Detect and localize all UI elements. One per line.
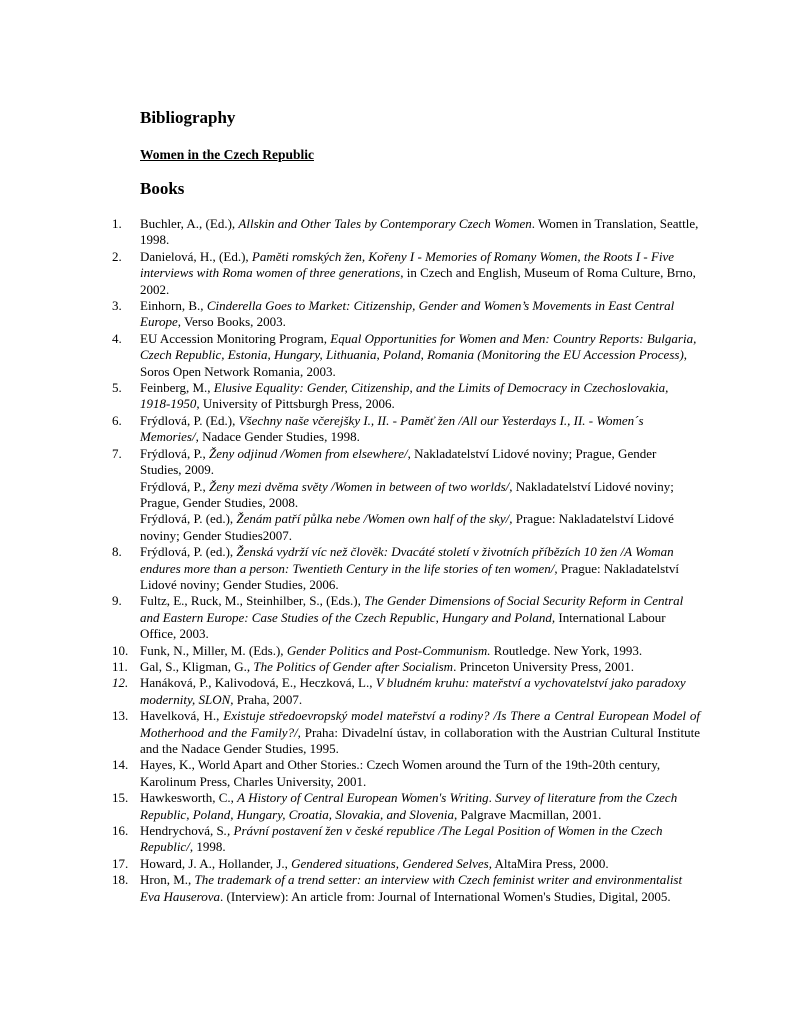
entry-plain-text: Prague: Nakladatelství Lidové noviny; Gender Studies2007. <box>140 511 674 543</box>
entry-title-text: Všechny naše včerejšky I., II. - Paměť žen /All our Yesterdays I., II. - Women´s Memories/, <box>140 412 644 445</box>
entry-plain-text: . Women in Translation, Seattle, 1998. <box>140 216 699 248</box>
entry-number: 18. <box>112 872 129 888</box>
bibliography-entry <box>112 216 700 249</box>
bibliography-entry <box>112 823 700 856</box>
entry-plain-text: . <box>488 790 496 806</box>
entry-plain-text: AltaMira Press, 2000. <box>491 855 609 871</box>
entry-number: 5. <box>112 380 122 396</box>
entry-text <box>140 216 700 249</box>
entry-title-text: Survey of literature from the Czech Republic, Poland, Hungary, Croatia, Slovakia, and Slovenia <box>140 790 678 822</box>
entry-plain-text: Hawkesworth, C., <box>140 790 238 806</box>
entry-text <box>140 856 700 872</box>
entry-plain-text: University of Pittsburgh Press, 2006. <box>199 396 395 412</box>
bibliography-entry <box>112 708 700 757</box>
entry-title-text: Gender Politics and Post-Communism. <box>286 642 491 658</box>
entry-number: 14. <box>112 757 129 773</box>
entry-plain-text: Frýdlová, P. (ed.), <box>140 511 237 527</box>
entry-text <box>140 757 700 790</box>
entry-plain-text: EU Accession Monitoring Program, <box>140 330 331 346</box>
entry-plain-text: Howard, J. A., Hollander, J., <box>140 855 292 871</box>
bibliography-entry <box>112 675 700 708</box>
entry-title-text: V bludném kruhu: mateřství a vychovatelství jako paradoxy modernity, SLON, <box>140 675 686 707</box>
bibliography-entry <box>112 298 700 331</box>
entry-text <box>140 298 700 331</box>
bibliography-entry <box>112 248 700 298</box>
entry-plain-text: International Labour Office, 2003. <box>140 609 666 642</box>
bibliography-entry <box>112 593 700 642</box>
bibliography-list <box>112 216 700 905</box>
entry-plain-text: . (Interview): An article from: Journal of International Women's Studies, Digital, 2005. <box>220 888 671 904</box>
entry-plain-text: Routledge. New York, 1993. <box>490 642 643 658</box>
bibliography-entry <box>112 330 700 380</box>
entry-plain-text: Frýdlová, P. (Ed.), <box>140 412 239 428</box>
entry-title-text: Allskin and Other Tales by Contemporary Czech Women <box>238 216 532 231</box>
entry-plain-text: , Nakladatelství Lidové noviny; Prague, Gender Studies, 2009. <box>140 445 657 478</box>
bibliography-entry <box>112 380 700 413</box>
entry-plain-text: . Princeton University Press, 2001. <box>453 658 634 674</box>
entry-number: 13. <box>112 708 129 724</box>
bibliography-entry <box>112 658 700 675</box>
entry-title-text: The Politics of Gender after Socialism <box>253 658 454 674</box>
bibliography-entry <box>112 445 700 544</box>
entry-title-text: ., Právní postavení žen v české republice /The Legal Position of Women in the Czech Republic/ <box>140 823 663 855</box>
bibliography-entry <box>112 790 700 823</box>
entry-title-text: Elusive Equality: Gender, Citizenship, and the Limits of Democracy in Czechoslovakia, 1918-1950, <box>140 380 669 412</box>
entry-plain-text: Prague: Nakladatelství Lidové noviny; Gender Studies, 2006. <box>140 560 679 592</box>
entry-text <box>140 544 700 593</box>
entry-title-text: The trademark of a trend setter: an interview with Czech feminist writer and environmentalist Eva Hauserova <box>140 872 683 904</box>
entry-title-text: Ženám patří půlka nebe /Women own half of the sky/, <box>236 511 513 527</box>
entry-number: 17. <box>112 855 129 871</box>
entry-text <box>140 380 700 413</box>
entry-plain-text: Buchler, A., (Ed.), <box>140 216 239 231</box>
entry-plain-text: , 1998. <box>189 839 226 855</box>
entry-plain-text: , in Czech and English, Museum of Roma Culture, Brno, 2002. <box>140 265 696 297</box>
entry-title-text: Ženy mezi dvěma světy /Women in between of two worlds/ <box>208 478 510 494</box>
bibliography-entry <box>112 872 700 905</box>
entry-text <box>140 446 700 479</box>
entry-text <box>140 675 700 708</box>
entry-plain-text: Hanáková, P., Kalivodová, E., Heczková, L., <box>140 675 376 691</box>
entry-title-text: The Gender Dimensions of Social Security Reform in Central and Eastern Europe: Case Studies of the Czech Republic, Hungary and Poland, <box>140 593 684 625</box>
entry-plain-text: Gal, S., Kligman, G., <box>140 658 254 674</box>
bibliography-entry <box>112 642 700 659</box>
bibliography-entry <box>112 757 700 790</box>
entry-text <box>140 413 700 446</box>
document-title: Bibliography <box>140 108 236 127</box>
entry-number: 3. <box>112 298 122 314</box>
entry-number: 16. <box>112 823 129 839</box>
entry-plain-text: Funk, N., Miller, M. (Eds.), <box>140 642 287 658</box>
entry-number: 12. <box>112 675 129 691</box>
entry-plain-text: , Nakladatelství Lidové noviny; Prague, Gender Studies, 2008. <box>140 478 674 510</box>
entry-title-text: A History of Central European Women's Writing <box>237 790 489 806</box>
entry-text <box>140 708 700 757</box>
entry-text <box>140 643 700 659</box>
entry-title-text: Paměti romských žen, Kořeny I - Memories of Romany Women, the Roots I - Five interviews with Roma women of three generations <box>140 248 675 281</box>
entry-plain-text: Danielová, H., (Ed.), <box>140 248 252 264</box>
entry-plain-text: Frýdlová, P., <box>140 478 209 494</box>
entry-text <box>140 790 700 823</box>
entry-title-text: Existuje středoevropský model mateřství a rodiny? /Is There a Central European Model of Motherhood and the Family?/, <box>140 708 700 740</box>
section-heading: Books <box>140 179 185 198</box>
entry-number: 4. <box>112 330 122 346</box>
section-subtitle: Women in the Czech Republic <box>140 147 314 162</box>
entry-plain-text: Einhorn, B., <box>140 298 207 314</box>
entry-number: 8. <box>112 544 122 560</box>
entry-title-text: Cinderella Goes to Market: Citizenship, Gender and Women’s Movements in East Central Europe <box>140 298 675 330</box>
entry-text <box>140 593 700 642</box>
entry-title-text: Equal Opportunities for Women and Men: Country Reports: Bulgaria, Czech Republic, Estonia, Hungary, Lithuania, Poland, Romania (Monitoring the EU Accession Process) <box>140 330 697 363</box>
entry-text <box>140 823 700 856</box>
entry-plain-text: , Soros Open Network Romania, 2003. <box>140 347 688 379</box>
entry-text <box>140 511 700 544</box>
entry-plain-text: , Verso Books, 2003. <box>177 314 286 330</box>
bibliography-entry <box>112 544 700 593</box>
bibliography-entry <box>112 855 700 872</box>
entry-title-text: Ženská vydrží víc než člověk: Dvacáté století v životních příbězích 10 žen /A Woman endures more than a person: Twentieth Century in the life stories of ten women/, <box>140 544 674 576</box>
entry-text <box>140 872 700 905</box>
entry-text <box>140 331 700 380</box>
entry-number: 6. <box>112 412 122 428</box>
entry-number: 9. <box>112 593 122 609</box>
entry-number: 15. <box>112 790 129 806</box>
entry-plain-text: Feinberg, M., <box>140 380 214 396</box>
entry-text <box>140 479 700 512</box>
entry-number: 7. <box>112 445 122 461</box>
entry-plain-text: Praha, 2007. <box>233 691 303 707</box>
entry-plain-text: Frýdlová, P. (ed.), <box>140 544 237 560</box>
entry-plain-text: Praha: Divadelní ústav, in collaboration with the Austrian Cultural Institute and the Nadace Gender Studies, 1995. <box>140 724 700 756</box>
entry-title-text: Gendered situations, Gendered Selves, <box>291 855 492 871</box>
entry-number: 1. <box>112 216 122 231</box>
entry-number: 10. <box>112 642 129 658</box>
entry-plain-text: Havelková, H., <box>140 708 224 724</box>
entry-number: 2. <box>112 248 122 264</box>
entry-text <box>140 659 700 675</box>
entry-plain-text: Hron, M., <box>140 872 195 888</box>
entry-plain-text: Hayes, K., World Apart and Other Stories.: Czech Women around the Turn of the 19th-20th century, Karolinum Press, Charles University, 2001. <box>140 757 661 789</box>
entry-plain-text: Frýdlová, P., <box>140 445 209 461</box>
entry-plain-text: Hendrychová, S <box>140 823 224 839</box>
entry-plain-text: , Palgrave Macmillan, 2001. <box>454 806 602 822</box>
entry-text <box>140 249 700 298</box>
entry-title-text: Ženy odjinud /Women from elsewhere/ <box>208 445 408 461</box>
bibliography-entry <box>112 412 700 446</box>
entry-number: 11. <box>112 658 128 674</box>
entry-plain-text: Fultz, E., Ruck, M., Steinhilber, S., (Eds.), <box>140 593 365 609</box>
entry-plain-text: Nadace Gender Studies, 1998. <box>198 429 360 445</box>
